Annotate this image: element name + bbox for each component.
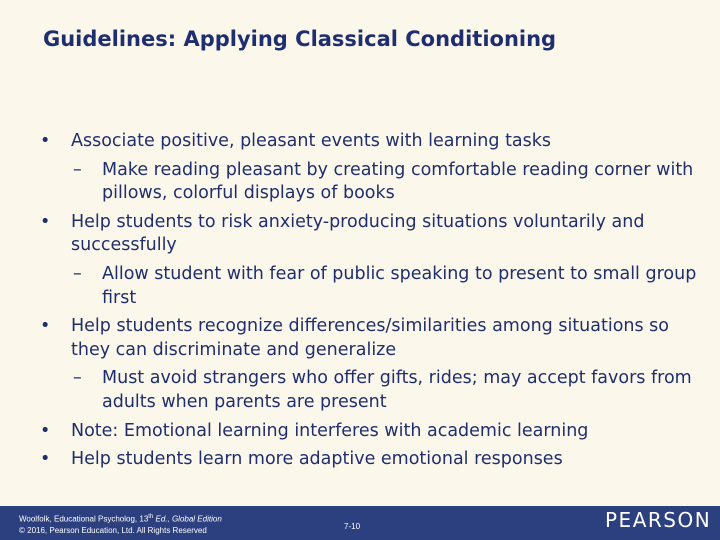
bullet-text: Help students learn more adaptive emotional responses bbox=[71, 449, 563, 470]
pearson-logo: PEARSON bbox=[605, 508, 712, 532]
footer-bar bbox=[0, 506, 720, 540]
dash-marker: – bbox=[73, 263, 82, 284]
dash-marker: – bbox=[73, 368, 82, 389]
bullet-marker: • bbox=[40, 211, 51, 232]
bullet-text: Note: Emotional learning interferes with academic learning bbox=[71, 420, 589, 441]
bullet-text: Help students recognize differences/similarities among situations so they can discriminate and generalize bbox=[71, 316, 670, 360]
bullet-text: Help students to risk anxiety-producing situations voluntarily and successfully bbox=[71, 211, 645, 256]
bullet-list bbox=[30, 130, 710, 472]
footer-copyright: © 2016, Pearson Education, Ltd. All Rights Reserved bbox=[19, 526, 207, 535]
bullet-marker: • bbox=[40, 449, 51, 470]
bullet-marker: • bbox=[40, 131, 51, 151]
footer-source-edition: Ed., Global Edition bbox=[153, 514, 222, 524]
bullet-item bbox=[30, 420, 710, 444]
bullet-item bbox=[30, 211, 710, 258]
page-number: 7-10 bbox=[344, 522, 361, 531]
footer-source-sup: th bbox=[148, 514, 154, 520]
dash-marker: – bbox=[73, 159, 82, 180]
sub-bullet-text: Must avoid strangers who offer gifts, rides; may accept favors from adults when parents are present bbox=[102, 368, 692, 412]
footer-source-main: Woolfolk, Educational Psycholog, 13 bbox=[19, 514, 149, 524]
sub-bullet-item bbox=[30, 367, 710, 414]
sub-bullet-text: Allow student with fear of public speaking to present to small group first bbox=[102, 263, 697, 308]
footer-source bbox=[19, 514, 222, 524]
bullet-item bbox=[30, 315, 710, 362]
slide-title: Guidelines: Applying Classical Conditioning bbox=[43, 27, 557, 51]
sub-bullet-item bbox=[30, 159, 710, 206]
bullet-marker: • bbox=[40, 420, 51, 441]
bullet-marker: • bbox=[40, 316, 51, 337]
sub-bullet-item bbox=[30, 263, 710, 310]
bullet-item bbox=[30, 130, 710, 154]
sub-bullet-text: Make reading pleasant by creating comfortable reading corner with pillows, colorful displays of books bbox=[102, 159, 694, 204]
bullet-text: Associate positive, pleasant events with learning tasks bbox=[71, 131, 552, 151]
bullet-item bbox=[30, 448, 710, 472]
